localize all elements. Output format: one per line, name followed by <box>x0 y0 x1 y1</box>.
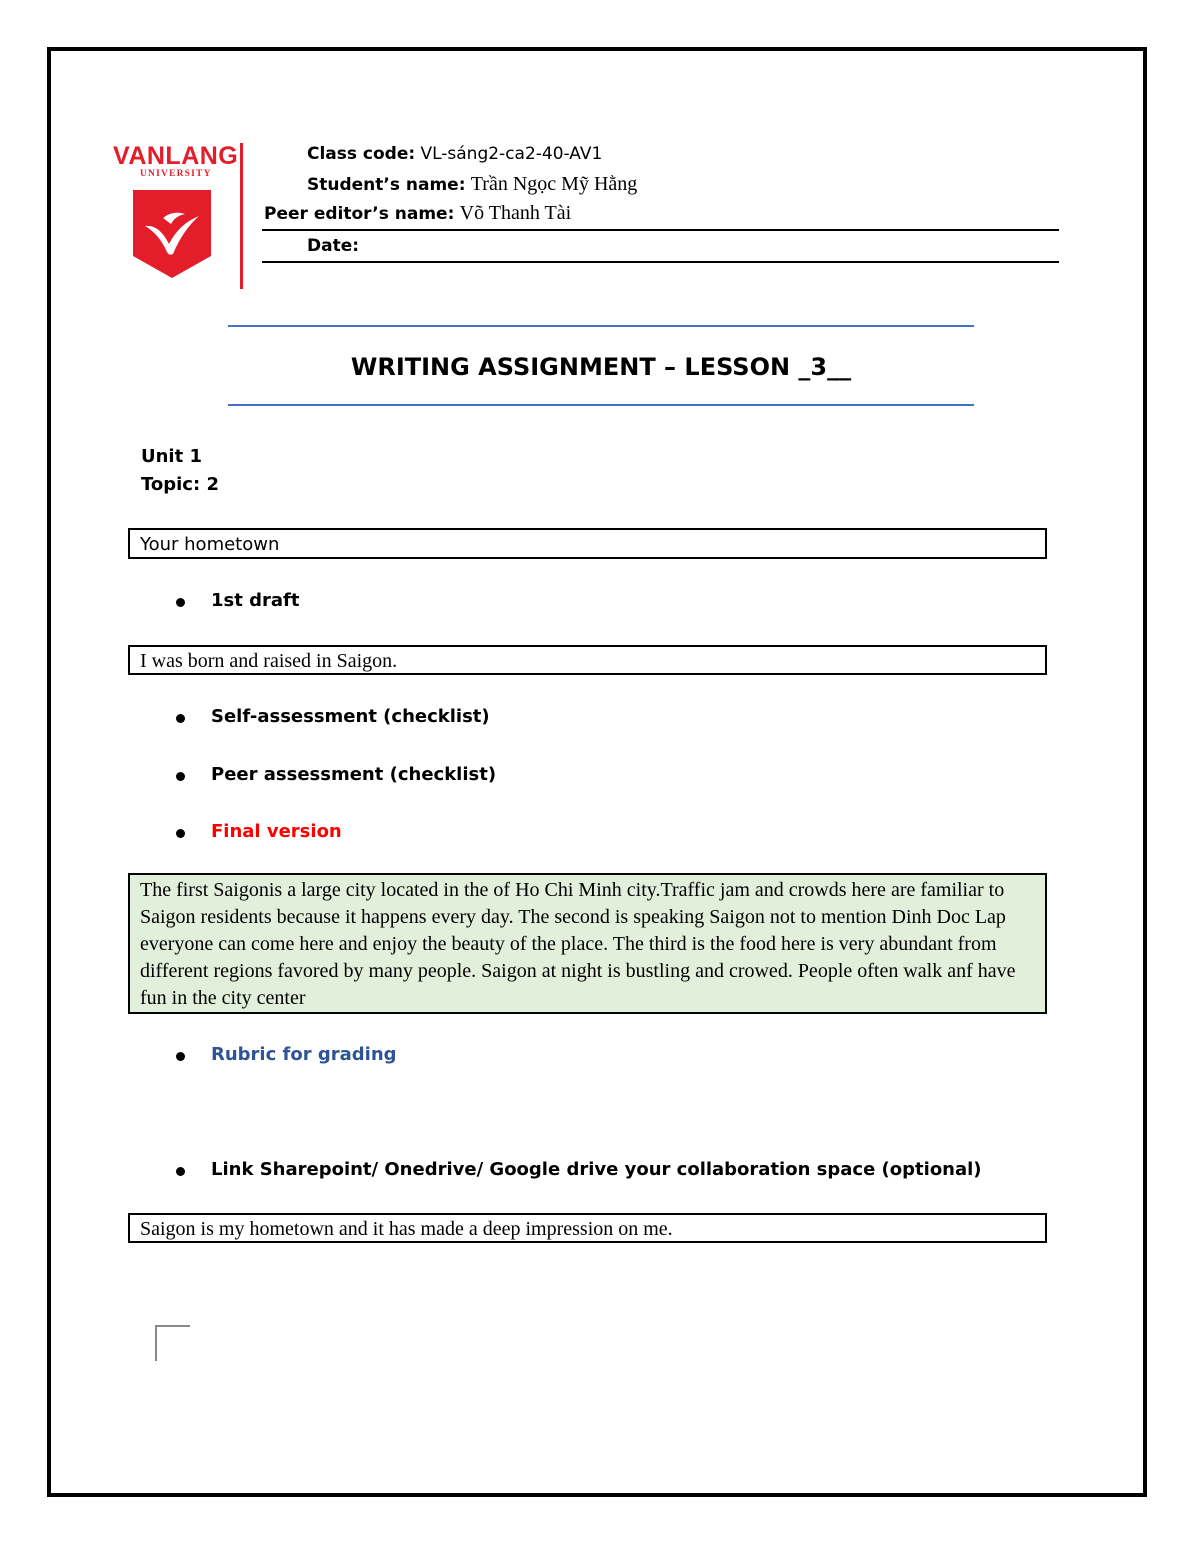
bullet-dot <box>176 772 185 781</box>
logo-divider <box>240 143 243 289</box>
link-heading: Link Sharepoint/ Onedrive/ Google drive your collaboration space (optional) <box>211 1159 982 1180</box>
draft-text-box[interactable]: I was born and raised in Saigon. <box>128 645 1047 675</box>
peer-editor-line <box>264 202 571 225</box>
university-shield-icon <box>133 190 211 278</box>
bullet-dot <box>176 714 185 723</box>
student-name-value: Trần Ngọc Mỹ Hằng <box>470 173 638 195</box>
student-name-label: Student’s name: <box>307 175 466 195</box>
final-version-heading: Final version <box>211 821 342 842</box>
final-version-box[interactable]: The first Saigonis a large city located in the of Ho Chi Minh city.Traffic jam and crowds here are familiar to Saigon residents because it happens every day. The second is speaking Saigon not to mention Dinh Doc Lap everyone can come here and enjoy the beauty of the place. The third is the food here is very abundant from different regions favored by many people. Saigon at night is bustling and crowed. People often walk anf have fun in the city center <box>128 873 1047 1014</box>
peer-editor-value: Võ Thanh Tài <box>459 202 572 224</box>
header-rule-1 <box>262 229 1059 231</box>
link-text-box[interactable]: Saigon is my hometown and it has made a deep impression on me. <box>128 1213 1047 1243</box>
peer-assessment-heading: Peer assessment (checklist) <box>211 764 497 785</box>
draft-heading: 1st draft <box>211 590 300 611</box>
unit-label: Unit 1 <box>141 446 202 467</box>
date-label: Date: <box>307 236 360 256</box>
topic-label: Topic: 2 <box>141 474 219 495</box>
bullet-dot <box>176 829 185 838</box>
bullet-dot <box>176 598 185 607</box>
bullet-dot <box>176 1052 185 1061</box>
class-code-value: VL-sáng2-ca2-40-AV1 <box>420 144 603 164</box>
rubric-heading: Rubric for grading <box>211 1044 397 1065</box>
logo-subtitle: UNIVERSITY <box>140 169 212 179</box>
corner-mark <box>155 1325 190 1361</box>
title-rule-top <box>228 325 974 327</box>
class-code-line <box>307 143 602 165</box>
logo-wordmark: VANLANG <box>113 142 239 170</box>
student-name-line <box>307 173 637 196</box>
page-title: WRITING ASSIGNMENT – LESSON _3__ <box>350 353 852 381</box>
header-rule-2 <box>262 261 1059 263</box>
bullet-dot <box>176 1167 185 1176</box>
peer-editor-label: Peer editor’s name: <box>264 204 455 224</box>
topic-box[interactable]: Your hometown <box>128 528 1047 559</box>
self-assessment-heading: Self-assessment (checklist) <box>211 706 490 727</box>
title-rule-bottom <box>228 404 974 406</box>
class-code-label: Class code: <box>307 144 416 164</box>
date-line <box>307 235 359 257</box>
